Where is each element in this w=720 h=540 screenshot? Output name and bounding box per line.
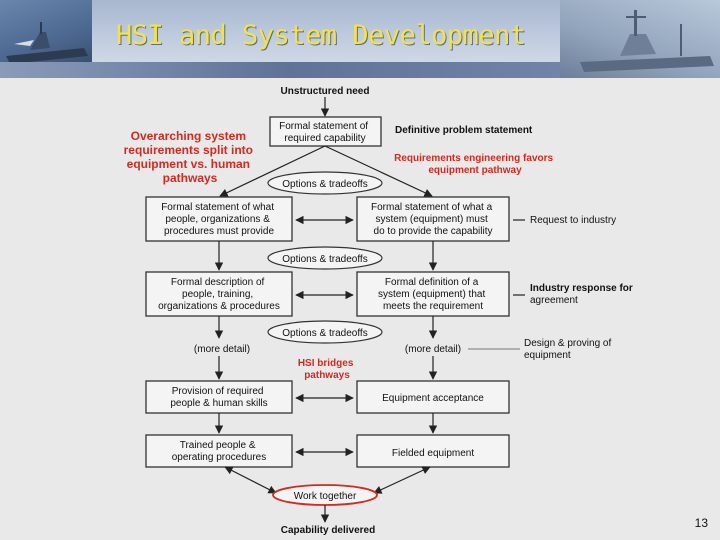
- svg-text:Options & tradeoffs: Options & tradeoffs: [282, 254, 368, 265]
- svg-text:Formal statement of what a: Formal statement of what a system (equipment) must do to provide the capability: [371, 202, 493, 237]
- request-industry-label: Request to industry: [530, 215, 617, 226]
- svg-text:Formal description of peop: Formal description of people, training, organizations & procedures: [158, 277, 280, 312]
- hsi-bridges-note: HSI bridges pathways: [297, 358, 354, 381]
- svg-text:Provision of required peop: Provision of required people & human skills: [170, 386, 268, 409]
- formal-statement-text: Formal statement of required capability: [279, 121, 369, 144]
- definitive-problem-label: Definitive problem statement: [395, 125, 533, 136]
- work-together-label: Work together: [293, 491, 357, 502]
- svg-text:Options & tradeoffs: Options & tradeoffs: [282, 179, 368, 190]
- slide-title: HSI and System Development: [116, 20, 526, 51]
- slide-number: 13: [694, 516, 708, 530]
- industry-response-label: Industry response for agreement: [530, 283, 633, 306]
- svg-text:Equipment acceptance: Equipment acceptance: [382, 393, 484, 404]
- svg-text:Formal definition of a sys: Formal definition of a system (equipment) that meets the requirement: [377, 277, 486, 312]
- more-detail-left: (more detail): [193, 344, 251, 355]
- svg-text:Formal statement of what p: Formal statement of what people, organizations & procedures must provide: [161, 202, 275, 237]
- req-engineering-note: Requirements engineering favors equipment pathway: [394, 153, 554, 176]
- svg-text:Fielded equipment: Fielded equipment: [391, 448, 475, 459]
- capability-delivered-label: Capability delivered: [280, 525, 376, 536]
- slide-header: [0, 0, 720, 78]
- warship-photo: [560, 0, 720, 78]
- svg-text:Options & tradeoffs: Options & tradeoffs: [282, 328, 368, 339]
- unstructured-need-label: Unstructured need: [280, 86, 370, 97]
- overarching-note: Overarching system requirements split into equipment vs. human pathways: [123, 129, 254, 185]
- more-detail-right: (more detail): [404, 344, 462, 355]
- design-proving-label: Design & proving of equipment: [524, 338, 612, 361]
- svg-text:Trained people & operating: Trained people & operating procedures: [171, 440, 267, 463]
- hsi-flow-diagram: [0, 78, 720, 540]
